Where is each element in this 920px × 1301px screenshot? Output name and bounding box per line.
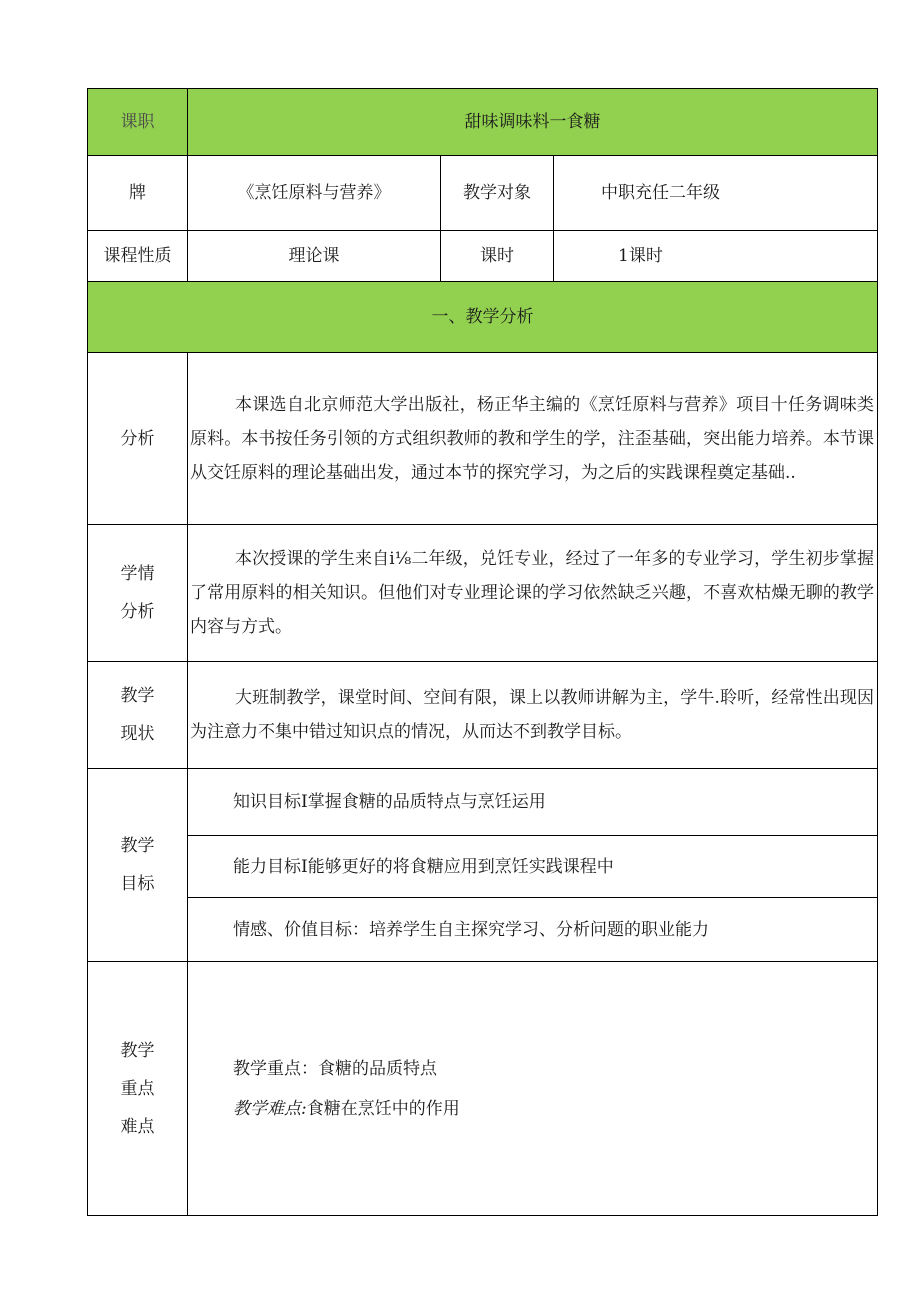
analysis-row: [88, 353, 878, 525]
textbook-value: 《烹饪原料与营养》: [188, 156, 441, 231]
objective-emotion-row: [88, 898, 878, 962]
hours-label: 课时: [441, 231, 554, 282]
difficulty-label: 教学难点:: [233, 1098, 307, 1119]
objectives-label: [88, 769, 188, 962]
key-label-line2: 重点: [120, 1078, 155, 1099]
analysis-label: 分析: [88, 353, 188, 525]
nature-row: [88, 231, 878, 282]
key-label-line3: 难点: [120, 1116, 155, 1137]
key-points-content: [188, 962, 878, 1216]
objectives-label-line1: 教学: [120, 836, 155, 856]
status-label-line2: 现状: [120, 724, 155, 744]
audience-value: 中职充任二年级: [554, 156, 878, 231]
teaching-focus: 教学重点：食糖的品质特点: [233, 1058, 437, 1079]
teaching-status-row: [88, 662, 878, 769]
objective-ability-row: [88, 836, 878, 898]
objective-knowledge: 知识目标I掌握食糖的品质特点与烹饪运用: [188, 769, 878, 836]
key-points-label: [88, 962, 188, 1216]
teaching-status-text: 大班制教学，课堂时间、空间有限，课上以教师讲解为主，学牛.聆听，经常性出现因为注意力不集中错过知识点的情况，从而达不到教学目标。: [188, 662, 878, 769]
objective-ability: 能力目标I能够更好的将食糖应用到烹饪实践课程中: [188, 836, 878, 898]
textbook-row: [88, 156, 878, 231]
hours-value: 1课时: [554, 231, 878, 282]
objective-knowledge-row: [88, 769, 878, 836]
title-row: [88, 89, 878, 156]
learner-analysis-label: [88, 525, 188, 662]
status-label-line1: 教学: [120, 686, 155, 706]
audience-label: 教学对象: [441, 156, 554, 231]
teaching-difficulty: [233, 1089, 877, 1129]
course-title: 甜味调味料一食糖: [188, 89, 878, 156]
section-heading-row: [88, 282, 878, 353]
lesson-plan-table: [87, 88, 878, 1216]
section-title: 一、教学分析: [88, 282, 878, 353]
difficulty-text: 食糖在烹饪中的作用: [306, 1098, 460, 1119]
textbook-label: 牌: [88, 156, 188, 231]
nature-label: 课程性质: [88, 231, 188, 282]
learner-analysis-row: [88, 525, 878, 662]
learner-analysis-text: 本次授课的学生来自i⅛二年级，兑饪专业，经过了一年多的专业学习，学生初步掌握了常用原料的相关知识。但他们对专业理论课的学习依然缺乏兴趣，不喜欢枯燥无聊的教学内容与方式。: [188, 525, 878, 662]
key-points-row: [88, 962, 878, 1216]
teaching-status-label: [88, 662, 188, 769]
nature-value: 理论课: [188, 231, 441, 282]
learner-label-line1: 学情: [120, 564, 155, 584]
key-label-line1: 教学: [120, 1040, 155, 1061]
learner-label-line2: 分析: [120, 602, 155, 622]
course-label: 课职: [88, 89, 188, 156]
analysis-text: 本课选自北京师范大学出版社，杨正华主编的《烹饪原料与营养》项目十任务调味类原料。本书按任务引领的方式组织教师的教和学生的学，注歪基础，突出能力培养。本节课从交饪原料的理论基础出发，通过本节的探究学习，为之后的实践课程奠定基础..: [188, 353, 878, 525]
objective-emotion: 情感、价值目标：培养学生自主探究学习、分析问题的职业能力: [188, 898, 878, 962]
objectives-label-line2: 目标: [120, 874, 155, 894]
